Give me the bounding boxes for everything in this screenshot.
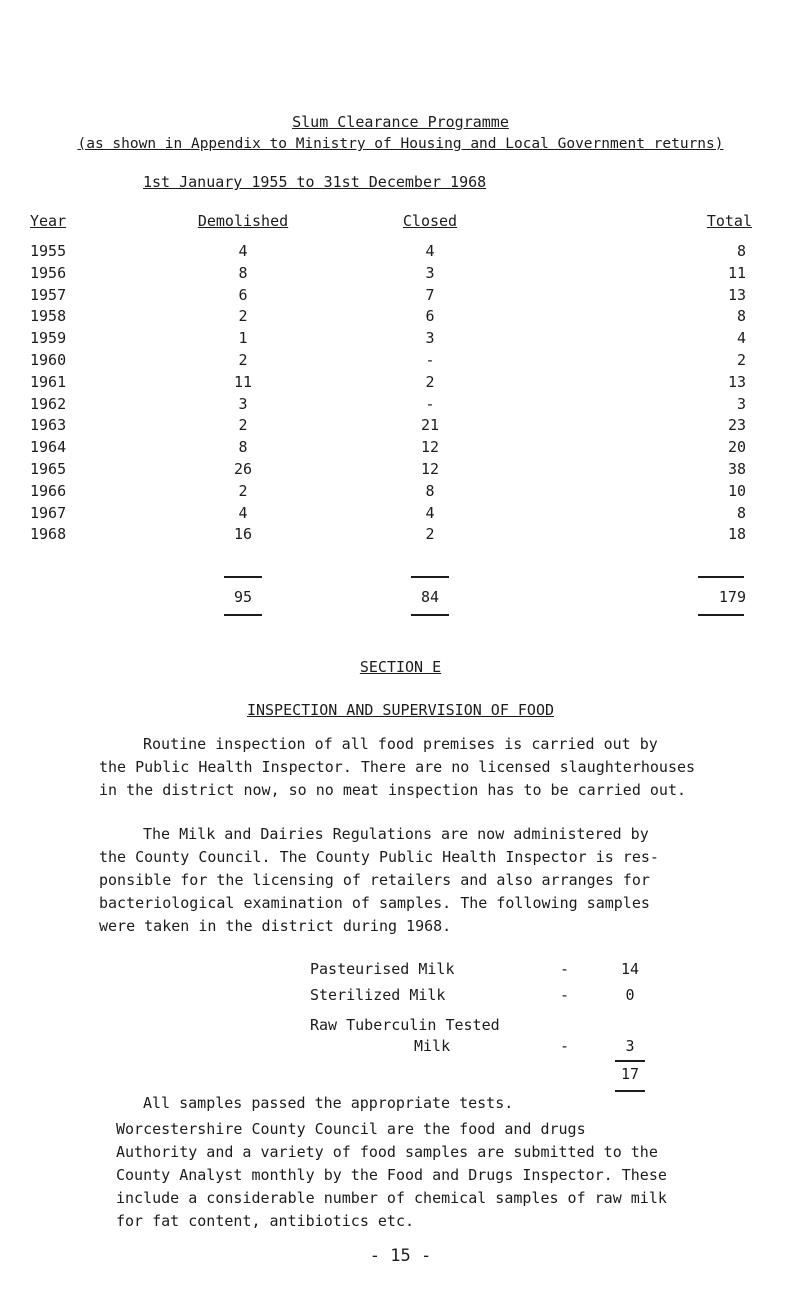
closed-cell: 4 — [425, 242, 435, 260]
total-cell: 13 — [727, 286, 746, 304]
total-cell: 11 — [727, 264, 746, 282]
closed-cell: - — [425, 351, 435, 369]
total-underline-closed — [411, 614, 449, 616]
page-number: - 15 - — [369, 1246, 432, 1266]
page-subtitle: (as shown in Appendix to Ministry of Housing and Local Government returns) — [77, 136, 724, 152]
year-cell: 1959 — [30, 329, 67, 347]
year-cell: 1961 — [30, 373, 67, 391]
total-cell: 10 — [727, 482, 746, 500]
closed-cell: 4 — [425, 504, 435, 522]
text-line: the County Council. The County Public Health Inspector is res- — [99, 848, 659, 866]
demolished-cell: 8 — [238, 438, 248, 456]
samples-total-underline — [615, 1090, 645, 1092]
year-cell: 1955 — [30, 242, 67, 260]
year-cell: 1957 — [30, 286, 67, 304]
closed-cell: 2 — [425, 373, 435, 391]
total-underline-total — [698, 614, 744, 616]
total-cell: 23 — [727, 416, 746, 434]
total-total: 179 — [718, 588, 746, 606]
section-label: SECTION E — [359, 658, 442, 676]
sample-label: Pasteurised Milk — [310, 960, 455, 978]
closed-cell: 3 — [425, 329, 435, 347]
paragraph-food-premises — [99, 733, 756, 802]
total-demolished: 95 — [233, 588, 253, 606]
total-cell: 20 — [727, 438, 746, 456]
demolished-cell: 6 — [238, 286, 248, 304]
closed-cell: 7 — [425, 286, 435, 304]
closed-cell: 12 — [420, 460, 440, 478]
text-line: for fat content, antibiotics etc. — [116, 1212, 415, 1230]
paragraph-milk-regulations — [99, 823, 756, 938]
text-line: ponsible for the licensing of retailers and also arranges for — [99, 871, 650, 889]
demolished-cell: 11 — [233, 373, 253, 391]
column-header-demolished: Demolished — [197, 212, 289, 230]
demolished-cell: 2 — [238, 416, 248, 434]
sample-dash: - — [560, 1037, 570, 1055]
closed-cell: 12 — [420, 438, 440, 456]
demolished-cell: 2 — [238, 482, 248, 500]
total-cell: 13 — [727, 373, 746, 391]
total-cell: 8 — [736, 242, 746, 260]
total-underline-demolished — [224, 614, 262, 616]
text-line: the Public Health Inspector. There are no licensed slaughterhouses — [99, 758, 696, 776]
text-line: include a considerable number of chemical samples of raw milk — [116, 1189, 667, 1207]
total-cell: 8 — [736, 307, 746, 325]
total-cell: 2 — [736, 351, 746, 369]
sample-dash: - — [560, 960, 570, 978]
demolished-cell: 8 — [238, 264, 248, 282]
text-line: in the district now, so no meat inspection has to be carried out. — [99, 781, 686, 799]
sample-label: Raw Tuberculin Tested — [310, 1016, 500, 1034]
text-line: Worcestershire County Council are the food and drugs — [116, 1120, 586, 1138]
column-header-year: Year — [30, 212, 67, 230]
year-cell: 1956 — [30, 264, 67, 282]
closed-cell: 21 — [420, 416, 440, 434]
sample-label: Sterilized Milk — [310, 986, 446, 1004]
text-line: bacteriological examination of samples. The following samples — [99, 894, 650, 912]
total-cell: 8 — [736, 504, 746, 522]
text-line: Routine inspection of all food premises is carried out by — [143, 735, 658, 753]
year-cell: 1960 — [30, 351, 67, 369]
paragraph-samples-passed: All samples passed the appropriate tests. — [143, 1094, 514, 1112]
total-cell: 38 — [727, 460, 746, 478]
sample-value: 3 — [625, 1037, 635, 1055]
year-cell: 1968 — [30, 525, 67, 543]
samples-total: 17 — [620, 1065, 640, 1083]
total-rule-demolished — [224, 576, 262, 578]
year-cell: 1962 — [30, 395, 67, 413]
total-cell: 18 — [727, 525, 746, 543]
total-rule-total — [698, 576, 744, 578]
demolished-cell: 2 — [238, 307, 248, 325]
closed-cell: 6 — [425, 307, 435, 325]
text-line: The Milk and Dairies Regulations are now administered by — [143, 825, 649, 843]
total-rule-closed — [411, 576, 449, 578]
total-cell: 4 — [736, 329, 746, 347]
text-line: were taken in the district during 1968. — [99, 917, 452, 935]
text-line: Authority and a variety of food samples are submitted to the — [116, 1143, 658, 1161]
closed-cell: 3 — [425, 264, 435, 282]
column-header-closed: Closed — [402, 212, 458, 230]
demolished-cell: 2 — [238, 351, 248, 369]
total-closed: 84 — [420, 588, 440, 606]
page-title: Slum Clearance Programme — [292, 113, 509, 131]
sample-value: 0 — [625, 986, 635, 1004]
demolished-cell: 3 — [238, 395, 248, 413]
sample-value: 14 — [620, 960, 640, 978]
paragraph-food-and-drugs — [116, 1118, 756, 1233]
column-header-total: Total — [706, 212, 752, 230]
demolished-cell: 4 — [238, 242, 248, 260]
period-heading: 1st January 1955 to 31st December 1968 — [143, 173, 487, 191]
year-cell: 1958 — [30, 307, 67, 325]
sample-dash: - — [560, 986, 570, 1004]
year-cell: 1965 — [30, 460, 67, 478]
sample-label-continued: Milk — [414, 1037, 451, 1055]
section-heading: INSPECTION AND SUPERVISION OF FOOD — [246, 701, 555, 719]
year-cell: 1963 — [30, 416, 67, 434]
demolished-cell: 16 — [233, 525, 253, 543]
closed-cell: 8 — [425, 482, 435, 500]
closed-cell: 2 — [425, 525, 435, 543]
samples-total-rule — [615, 1060, 645, 1062]
text-line: County Analyst monthly by the Food and Drugs Inspector. These — [116, 1166, 667, 1184]
demolished-cell: 1 — [238, 329, 248, 347]
total-cell: 3 — [736, 395, 746, 413]
closed-cell: - — [425, 395, 435, 413]
year-cell: 1966 — [30, 482, 67, 500]
demolished-cell: 26 — [233, 460, 253, 478]
year-cell: 1967 — [30, 504, 67, 522]
demolished-cell: 4 — [238, 504, 248, 522]
year-cell: 1964 — [30, 438, 67, 456]
